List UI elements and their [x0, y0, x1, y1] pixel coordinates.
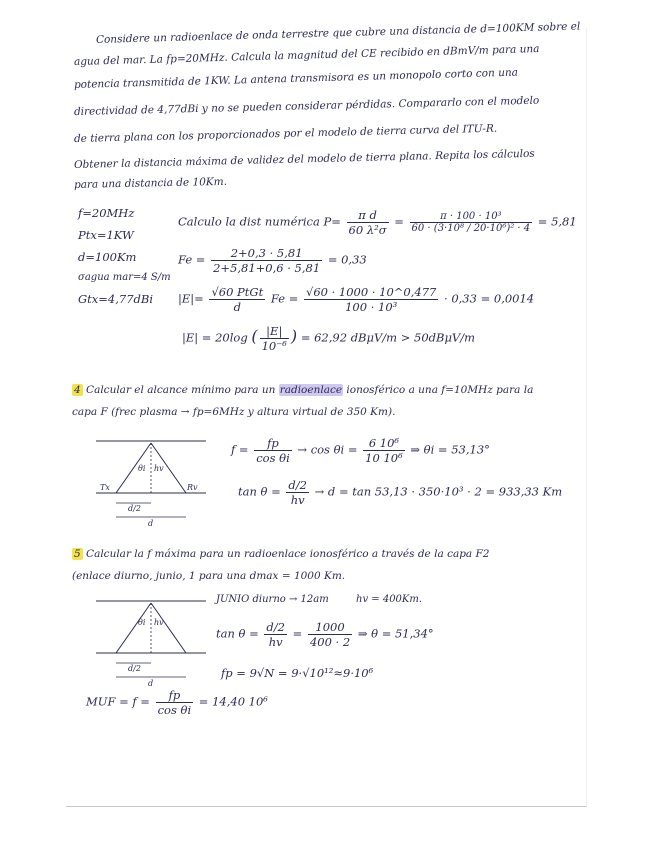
- p4-line-2: capa F (frec plasma → fp=6MHz y altura virtual de 350 Km).: [72, 406, 396, 418]
- p5-line-1: [72, 548, 490, 560]
- p5-diagram-hv: hv: [154, 618, 164, 627]
- p5-junio: JUNIO diurno → 12am: [216, 594, 329, 605]
- p5-diagram-theta: θi: [138, 618, 146, 627]
- p5-line1-text: Calcular la f máxima para un radioenlace ionosférico a través de la capa F2: [86, 548, 490, 560]
- p4-diagram-theta: θi: [138, 464, 146, 473]
- p5-diagram-d: d: [148, 679, 154, 688]
- p5-muf-eq: [86, 688, 268, 717]
- notebook-page: [66, 20, 587, 807]
- p4-tan-frac: $\frac{d/2}{hv}$: [288, 478, 307, 507]
- p5-line-2: (enlace diurno, junio, 1 para una dmax = 1000 Km.: [72, 570, 346, 582]
- p1-line-1: Considere un radioenlace de onda terrestre que cubre una distancia de d=100KM sobre el: [95, 20, 581, 46]
- p-eq: =: [394, 214, 404, 229]
- p1-line-2: agua del mar. La fp=20MHz. Calcula la magnitud del CE recibido en dBmV/m para una: [73, 43, 540, 68]
- p-lhs: P=: [323, 214, 341, 229]
- p4-diagram-hv: hv: [154, 464, 164, 473]
- p5-number: 5: [74, 548, 81, 560]
- p1-line-3: potencia transmitida de 1KW. La antena transmisora es un monopolo corto con una: [73, 66, 519, 91]
- fe-eq: [178, 246, 367, 275]
- p4-cos-frac: $\frac{\text{6 10⁶}}{\text{10 10⁶}}$: [365, 436, 403, 465]
- p5-muf-lhs: MUF = f =: [86, 694, 150, 709]
- edb-frac: $\frac{|E|}{\text{10⁻⁶}}$: [261, 324, 287, 353]
- fe-frac: $\frac{2+0,3 \cdot 5,81}{2+5,81+0,6 \cdot 5,81}$: [213, 246, 321, 275]
- p1-line-7: para una distancia de 10Km.: [73, 175, 228, 191]
- p4-d-result: → d = tan 53,13 · 350·10³ · 2 = 933,33 Km: [314, 484, 563, 499]
- calc-label: Calculo la dist numérica: [178, 214, 320, 229]
- p-frac-1: $\frac{\text{π d}}{\text{60 λ²σ}}$: [348, 208, 387, 237]
- numeric-distance-eq: [178, 208, 577, 237]
- e-lhs: |E|=: [178, 291, 204, 306]
- p5-muf-result: = 14,40 10⁶: [198, 694, 268, 709]
- p4-line1-highlight: radioenlace: [279, 384, 343, 396]
- p4-ionosphere-diagram: [86, 433, 216, 528]
- e-frac-2: $\frac{√60 \cdot 1000 \cdot 10\^{}0,477}{\text{100 · 10³}}$: [306, 285, 437, 314]
- p4-number: 4: [74, 384, 81, 396]
- edb-result: = 62,92 dBμV/m > 50dBμV/m: [300, 330, 476, 345]
- p5-fp-eq: fp = 9√N = 9·√10¹²≈9·10⁶: [221, 666, 374, 680]
- given-ptx: Ptx=1KW: [78, 228, 134, 242]
- p4-tan-eq: [238, 478, 562, 507]
- edb-lhs: |E| = 20log: [182, 330, 248, 345]
- fe-lhs: Fe =: [178, 252, 206, 267]
- e-result: · 0,33 = 0,0014: [444, 291, 535, 306]
- p4-line-1: [72, 384, 533, 396]
- p-result: = 5,81: [537, 214, 577, 229]
- p4-line1-post: ionosférico a una f=10MHz para la: [346, 384, 534, 396]
- p4-line1-pre: Calcular el alcance mínimo para un: [86, 384, 276, 396]
- p5-diagram-half: d/2: [128, 664, 141, 673]
- p4-f-frac: $\frac{fp}{\text{cos θi}}$: [256, 436, 290, 465]
- p5-muf-frac: $\frac{fp}{\text{cos θi}}$: [157, 688, 192, 717]
- p4-diagram-tx: Tx: [100, 483, 110, 492]
- p4-theta-result: ⇒ θi = 53,13°: [410, 442, 490, 457]
- p4-diagram-rv: Rv: [187, 483, 198, 492]
- given-frequency: f=20MHz: [78, 206, 135, 220]
- p4-f-arrow: → cos θi =: [297, 442, 358, 457]
- e-frac-1: $\frac{\text{√60 PtGt}}{d}$: [211, 285, 264, 314]
- p5-tan-frac-1: $\frac{d/2}{hv}$: [266, 620, 285, 649]
- p4-f-lhs: f =: [231, 442, 249, 457]
- p5-tan-frac-2: $\frac{1000}{400 \cdot 2}$: [309, 620, 351, 649]
- p5-theta-result: ⇒ θ = 51,34°: [357, 626, 434, 641]
- field-eq: [178, 285, 534, 314]
- p-frac-2: $\frac{\text{π · 100 · 10³}}{\text{60 · (3·10⁸ / 20·10⁶)² · 4}}$: [411, 211, 531, 234]
- p4-diagram-d: d: [148, 519, 154, 528]
- given-conductivity: σagua mar=4 S/m: [78, 272, 171, 283]
- p1-line-5: de tierra plana con los proporcionados por el modelo de tierra curva del ITU-R.: [73, 122, 498, 145]
- given-distance: d=100Km: [78, 250, 137, 264]
- e-mid: Fe =: [270, 291, 299, 306]
- p1-line-4: directividad de 4,77dBi y no se pueden considerar pérdidas. Compararlo con el modelo: [73, 94, 540, 118]
- p4-tan-lhs: tan θ =: [238, 484, 281, 499]
- p4-cos-eq: [231, 436, 490, 465]
- p4-diagram-half: d/2: [128, 504, 141, 513]
- p1-line-6: Obtener la distancia máxima de validez del modelo de tierra plana. Repita los cálculos: [73, 147, 535, 171]
- fe-result: = 0,33: [327, 252, 367, 267]
- p5-tan-lhs: tan θ =: [216, 626, 259, 641]
- p5-hv: hv = 400Km.: [356, 594, 423, 605]
- given-gtx: Gtx=4,77dBi: [78, 292, 154, 306]
- field-db-eq: |E| = 20log ( $\frac{|E|}{\text{10⁻⁶}}$ ) = 62,92 dBμV/m > 50dBμV/m: [182, 324, 476, 353]
- p5-ionosphere-diagram: [86, 593, 216, 688]
- p5-tan-eq: [216, 620, 434, 649]
- p5-tan-eq-sign: =: [292, 626, 303, 641]
